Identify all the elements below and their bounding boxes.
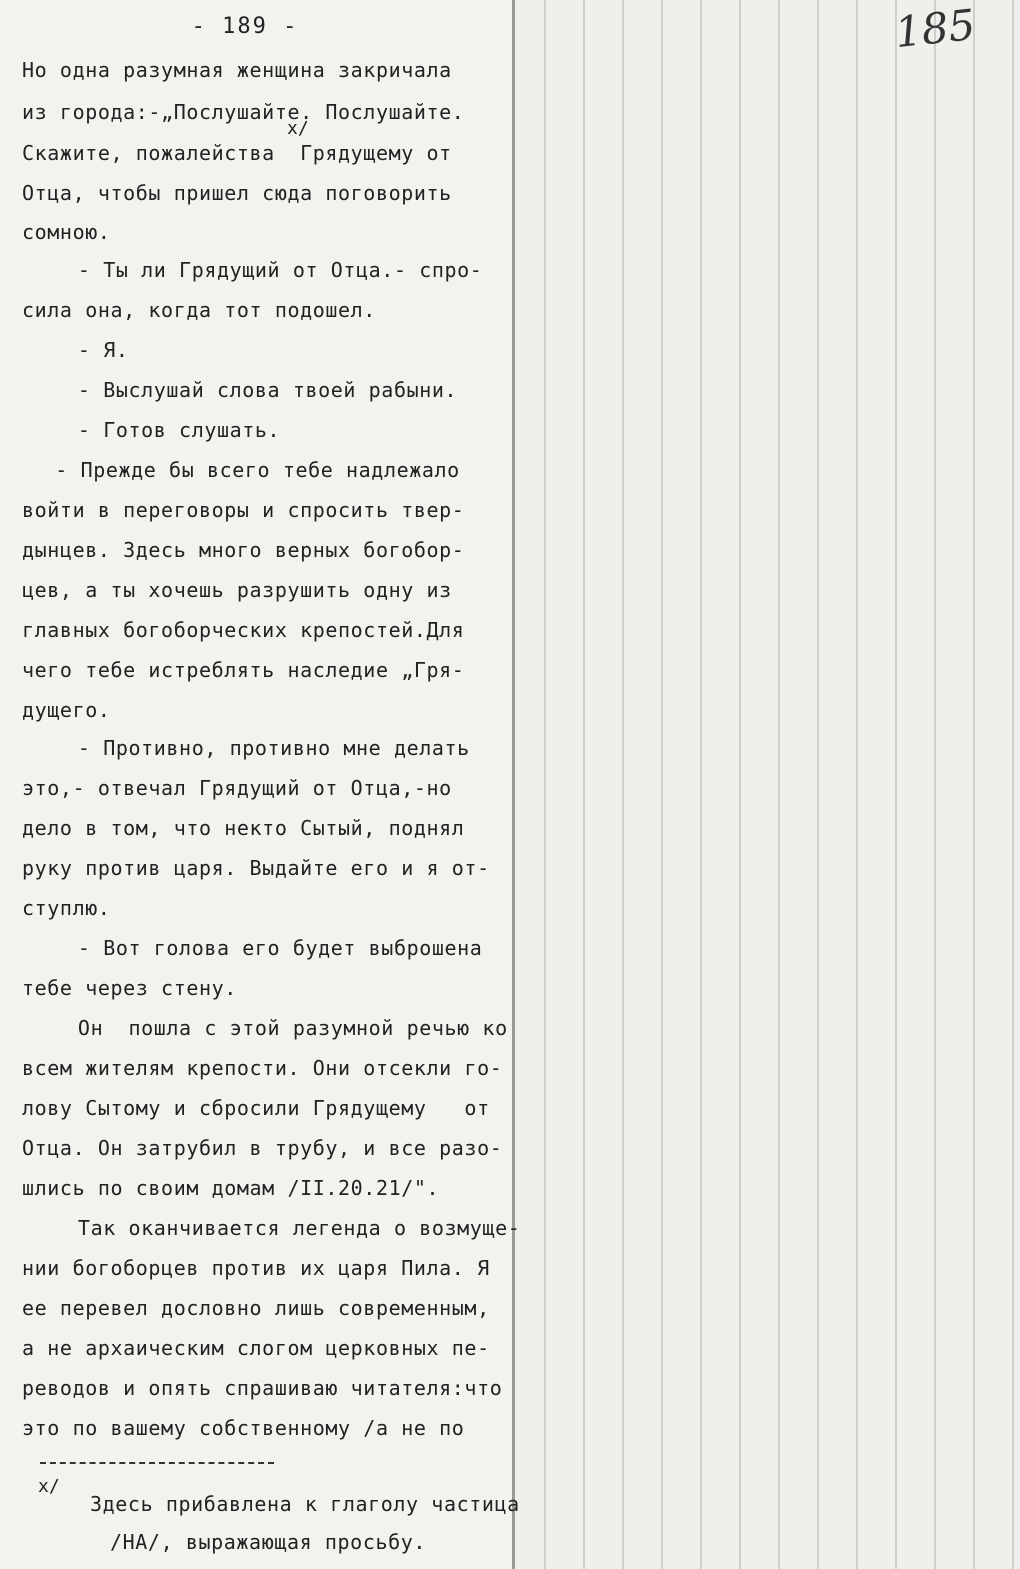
text-line: а не архаическим слогом церковных пе- <box>22 1336 490 1360</box>
text-line: ступлю. <box>22 896 111 920</box>
text-line: из города:-„Послушайте. Послушайте. <box>22 100 465 124</box>
footnote-marker: x/ <box>38 1476 60 1497</box>
text-line: сомною. <box>22 220 111 244</box>
text-line: Отца. Он затрубил в трубу, и все разо- <box>22 1136 503 1160</box>
text-line: дело в том, что некто Сытый, поднял <box>22 816 465 840</box>
text-line: тебе через стену. <box>22 976 237 1000</box>
text-line: лову Сытому и сбросили Грядущему от <box>22 1096 490 1120</box>
text-line: это,- отвечал Грядущий от Отца,-но <box>22 776 452 800</box>
text-line: Так оканчивается легенда о возмуще- <box>40 1216 521 1240</box>
text-line: дынцев. Здесь много верных богобор- <box>22 538 465 562</box>
text-line: - Ты ли Грядущий от Отца.- спро- <box>40 258 483 282</box>
text-line: Он пошла с этой разумной речью ко <box>40 1016 508 1040</box>
text-line: - Противно, противно мне делать <box>40 736 470 760</box>
handwritten-folio-number: 185 <box>892 0 978 58</box>
text-line: это по вашему собственному /а не по <box>22 1416 465 1440</box>
text-line: - Прежде бы всего тебе надлежало <box>30 458 460 482</box>
page-number: - 189 - <box>191 14 299 39</box>
text-line: Но одна разумная женщина закричала <box>22 58 452 82</box>
text-line: чего тебе истреблять наследие „Гря- <box>22 658 465 682</box>
text-line: руку против царя. Выдайте его и я от- <box>22 856 490 880</box>
text-line: - Я. <box>40 338 129 362</box>
text-line: шлись по своим домам /II.20.21/". <box>22 1176 440 1200</box>
text-line: сила она, когда тот подошел. <box>22 298 376 322</box>
text-line: главных богоборческих крепостей.Для <box>22 618 465 642</box>
text-line: реводов и опять спрашиваю читателя:что <box>22 1376 503 1400</box>
footnote-divider <box>40 1462 274 1464</box>
text-line: - Выслушай слова твоей рабыни. <box>40 378 458 402</box>
text-line: - Вот голова его будет выброшена <box>40 936 483 960</box>
text-line: цев, а ты хочешь разрушить одну из <box>22 578 452 602</box>
text-line: Скажите, пожалейства Грядущему от <box>22 141 452 165</box>
text-line: нии богоборцев против их царя Пила. Я <box>22 1256 490 1280</box>
footnote-line: /НА/, выражающая просьбу. <box>110 1530 427 1554</box>
footnote-line: Здесь прибавлена к глаголу частица <box>90 1492 520 1516</box>
text-line: всем жителям крепости. Они отсекли го- <box>22 1056 503 1080</box>
text-line: ее перевел дословно лишь современным, <box>22 1296 490 1320</box>
page-fold-line <box>512 0 515 1569</box>
text-line: - Готов слушать. <box>40 418 281 442</box>
footnote-marker: x/ <box>287 118 309 139</box>
text-line: войти в переговоры и спросить твер- <box>22 498 465 522</box>
text-line: дущего. <box>22 698 111 722</box>
text-line: Отца, чтобы пришел сюда поговорить <box>22 181 452 205</box>
